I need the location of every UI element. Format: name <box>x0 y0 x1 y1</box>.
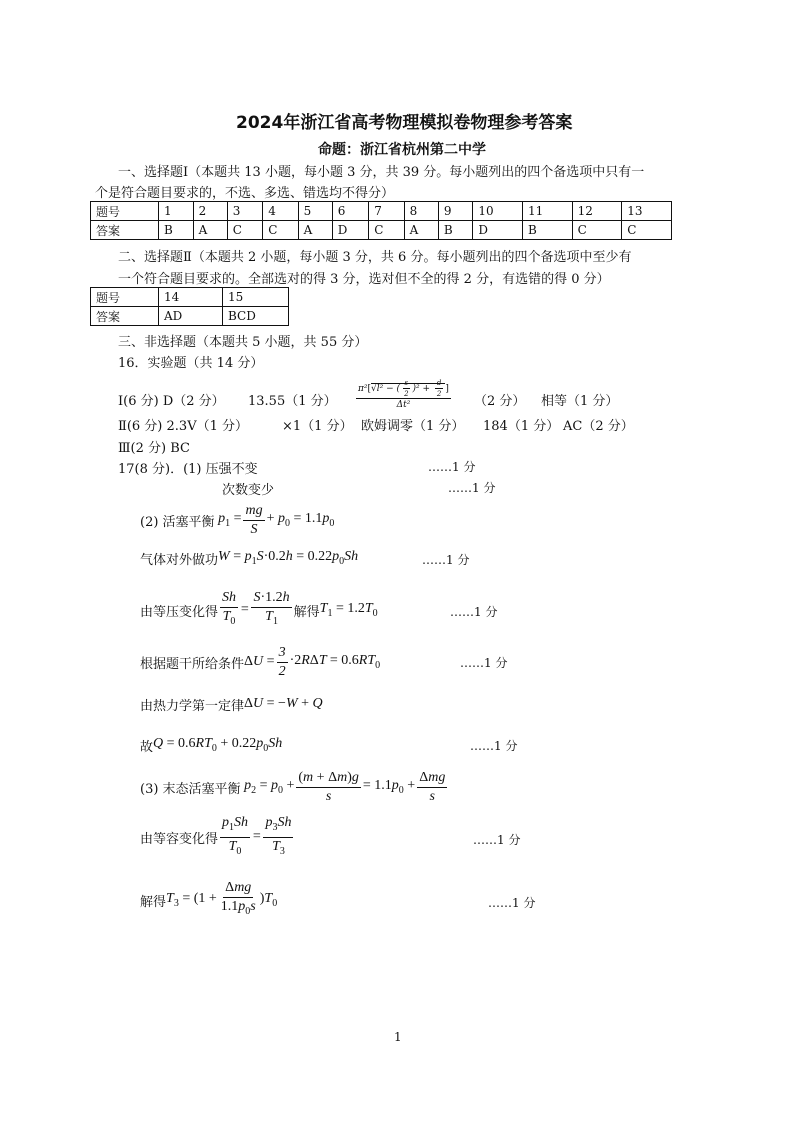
table-cell: 4 <box>263 202 298 221</box>
dU-label: 根据题干所给条件 <box>140 656 245 672</box>
table-cell: 3 <box>227 202 262 221</box>
table-cell: 8 <box>404 202 438 221</box>
q16-II-b: ×1（1 分） <box>282 419 353 434</box>
q16-I-d: 相等（1 分） <box>541 394 619 409</box>
q17-head-points: ……1 分 <box>428 460 476 474</box>
q17-head: 17(8 分)．(1) 压强不变 <box>118 462 258 477</box>
q16-II-e: AC（2 分） <box>563 419 634 434</box>
table-cell: 10 <box>473 202 523 221</box>
author-line: 命题：浙江省杭州第二中学 <box>318 142 486 158</box>
isochoric-label: 由等容变化得 <box>140 831 219 847</box>
answer-table-2 <box>90 287 289 326</box>
q16-I-c: （2 分） <box>474 394 526 409</box>
section3-line1: 三、非选择题（本题共 5 小题，共 55 分） <box>118 335 368 350</box>
table-cell: 14 <box>159 288 223 307</box>
page-number: 1 <box>394 1030 402 1044</box>
table-row-answers <box>91 307 289 326</box>
dU-points: ……1 分 <box>460 656 508 670</box>
work-points: ……1 分 <box>422 553 470 567</box>
equation-isochoric: 由等容变化得 $\frac{p_1Sh}{T_0}$ = $\frac{p_3Sh}{T_3}$ <box>140 814 292 857</box>
table-cell: B <box>438 221 473 240</box>
equation-p2: (3) 末态活塞平衡 $p_2 = p_0$ + $\frac{(m + \Delta m)g}{s}$ = $1.1p_0$ + $\frac{\text{Δmg}}{s}$ <box>140 769 446 804</box>
table-cell: C <box>622 221 672 240</box>
table-cell: B <box>159 221 194 240</box>
table-row-numbers <box>91 288 289 307</box>
table-cell: B <box>523 221 573 240</box>
q16-I-formula: π²[√l² − ( $\frac{s}{2}$ )² + $\frac{d}{2}$ ] Δt² <box>358 379 449 410</box>
table-cell: 13 <box>622 202 672 221</box>
table-row-numbers <box>91 202 672 221</box>
table-row-answers <box>91 221 672 240</box>
table-cell: BCD <box>223 307 289 326</box>
table-cell: 15 <box>223 288 289 307</box>
first-law-label: 由热力学第一定律 <box>140 698 245 714</box>
table-cell: 11 <box>523 202 573 221</box>
table-cell: A <box>298 221 332 240</box>
T3-label: 解得 <box>140 894 167 910</box>
q16-II-c: 欧姆调零（1 分） <box>361 419 465 434</box>
work-label: 气体对外做功 <box>140 552 219 568</box>
p1-label: (2) 活塞平衡 <box>140 514 215 530</box>
equation-first-law: 由热力学第一定律 ΔU = −W + Q <box>140 696 323 714</box>
table-cell: D <box>473 221 523 240</box>
Q-points: ……1 分 <box>470 739 518 753</box>
table-cell: 9 <box>438 202 473 221</box>
table-cell: D <box>332 221 368 240</box>
table-cell: 1 <box>159 202 194 221</box>
p2-label: (3) 末态活塞平衡 <box>140 781 241 797</box>
section2-line2: 一个符合题目要求的。全部选对的得 3 分，选对但不全的得 2 分，有选错的得 0 分） <box>118 272 610 287</box>
equation-p1: (2) 活塞平衡 $p_1$ = $\frac{mg}{S}$ + $p_0 = 1.1p_0$ <box>140 502 335 537</box>
table-cell: A <box>404 221 438 240</box>
table-cell: C <box>227 221 262 240</box>
table-cell: C <box>263 221 298 240</box>
q16-I-a: Ⅰ(6 分) D（2 分） <box>118 394 225 409</box>
section2-line1: 二、选择题Ⅱ（本题共 2 小题，每小题 3 分，共 6 分。每小题列出的四个备选项中至少有 <box>118 250 632 265</box>
table-cell: AD <box>159 307 223 326</box>
header-label: 题号 <box>91 202 159 221</box>
T1-points: ……1 分 <box>450 605 498 619</box>
table-cell: A <box>193 221 227 240</box>
T1-label: 由等压变化得 <box>140 604 219 620</box>
equation-T3: 解得 $T_3 = (1$ + $\frac{\text{Δmg}}{1.1p_0s}$ )$T_0$ <box>140 880 278 917</box>
answer-label: 答案 <box>91 307 159 326</box>
section1-line1: 一、选择题Ⅰ（本题共 13 小题，每小题 3 分，共 39 分。每小题列出的四个备选项中只有一 <box>118 165 645 180</box>
T1-mid: 解得 <box>293 604 320 620</box>
q17-line2: 次数变少 <box>222 483 275 498</box>
answer-label: 答案 <box>91 221 159 240</box>
q16-heading: 16．实验题（共 14 分） <box>118 356 264 371</box>
q16-III: Ⅲ(2 分) BC <box>118 441 190 456</box>
equation-work: 气体对外做功 $W = p_1S\cdot 0.2h = 0.22p_0Sh$ <box>140 549 359 568</box>
formula-num-prefix: π² <box>358 384 368 394</box>
equation-T1: 由等压变化得 $\frac{Sh}{T_0}$ = $\frac{S\cdot 1.2h}{T_1}$ 解得 $T_1 = 1.2T_0$ <box>140 590 378 627</box>
equation-Q: 故 $Q = 0.6RT_0 + 0.22p_0Sh$ <box>140 736 283 755</box>
T3-points: ……1 分 <box>488 896 536 910</box>
table-cell: 7 <box>369 202 404 221</box>
header-label: 题号 <box>91 288 159 307</box>
page-title: 2024年浙江省高考物理模拟卷物理参考答案 <box>236 113 573 133</box>
q16-II-a: Ⅱ(6 分) 2.3V（1 分） <box>118 419 248 434</box>
formula-denominator: Δt² <box>396 400 411 410</box>
Q-label: 故 <box>140 739 154 755</box>
table-cell: 12 <box>572 202 622 221</box>
table-cell: C <box>572 221 622 240</box>
table-cell: 6 <box>332 202 368 221</box>
table-cell: C <box>369 221 404 240</box>
q16-I-b: 13.55（1 分） <box>248 394 337 409</box>
q16-II-d: 184（1 分） <box>483 419 560 434</box>
isochoric-points: ……1 分 <box>473 833 521 847</box>
equation-dU: 根据题干所给条件 ΔU = $\frac{3}{2}$ $\cdot 2R\Delta T = 0.6RT_0$ <box>140 644 381 679</box>
q17-line2-points: ……1 分 <box>448 481 496 495</box>
table-cell: 2 <box>193 202 227 221</box>
section1-line2: 个是符合题目要求的，不选、多选、错选均不得分） <box>95 186 395 201</box>
table-cell: 5 <box>298 202 332 221</box>
answer-table-1 <box>90 201 672 240</box>
